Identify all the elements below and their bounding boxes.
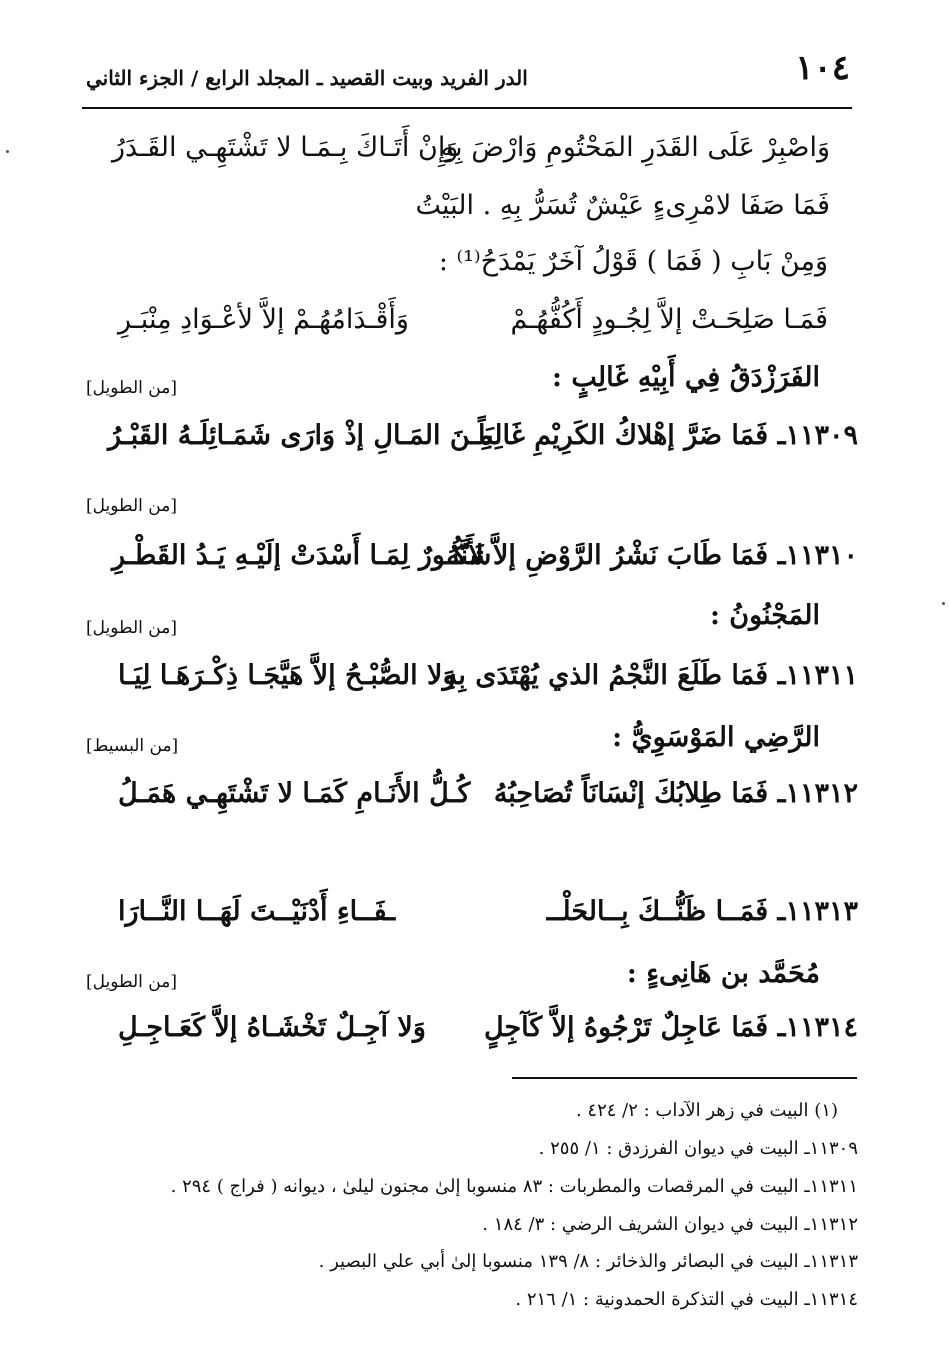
meter-label: [من البسيط] [86,736,179,756]
verse-right-hemistich: فَمَـا صَلِحَـتْ إلاَّ لِجُـودٍ أَكُفُّهُـمْ [510,304,828,335]
verse-left-hemistich: شَكُـورٌ لِمَـا أَسْدَتْ إلَيْـهِ يَـدُ القَطْـرِ [112,540,492,571]
footnote: ١١٣١١ـ البيت في المرقصات والمطربات : ٨٣ منسوبا إلىٰ مجنون ليلىٰ ، ديوانه ( فراج ) ٢٩٤ . [170,1176,858,1197]
verse-left-hemistich: وَأَقْـدَامُهُـمْ إلاَّ لأعْـوَادِ مِنْبَـرِ [118,304,409,335]
prose-line: فَمَا صَفَا لامْرِىءٍ عَيْشٌ تُسَرُّ بِهِ . البَيْتُ [415,190,830,221]
verse-left-hemistich: مِـنَ المَـالِ إذْ وَارَى شَمَـائِلَـهُ القَبْـرُ [108,420,493,451]
verse-right-hemistich: ١١٣١٢ـ فَمَا طِلابُكَ إنْسَانَاً تُصَاحِبُهُ [493,778,858,809]
footnote: ١١٣١٢ـ البيت في ديوان الشريف الرضي : ٣/ ١٨٤ . [482,1214,858,1235]
verse-right-hemistich: ١١٣١١ـ فَمَا طَلَعَ النَّجْمُ الذي يُهْتَدَى بِهِ [443,660,858,691]
meter-label: [من الطويل] [86,618,177,638]
poet-attribution: الرَّضِي المَوْسَوِيُّ : [612,722,820,753]
verse-left-hemistich: كُـلُّ الأَنَـامِ كَمَـا لا تَشْتَهِـي هَمَـلُ [118,778,471,809]
running-title: الدر الفريد وبيت القصيد ـ المجلد الرابع / الجزء الثاني [86,66,528,90]
meter-label: [من الطويل] [86,496,177,516]
footnote: ١١٣٠٩ـ البيت في ديوان الفرزدق : ١/ ٢٥٥ . [538,1138,858,1159]
footnote-divider [512,1077,857,1079]
page-number: ١٠٤ [795,48,850,88]
verse-left-hemistich: وَلا آجِـلٌ تَخْشَـاهُ إلاَّ كَعَـاجِـلِ [118,1012,426,1043]
verse-left-hemistich: ـفَــاءِ أَدْنَيْــتَ لَهَــا النَّــارَا [118,896,396,927]
verse-right-hemistich: وَاصْبِرْ عَلَى القَدَرِ المَحْتُومِ وَارْضَ بِهِ [440,132,830,163]
scan-speck [6,150,9,153]
meter-label: [من الطويل] [86,378,177,398]
poet-attribution: مُحَمَّد بن هَانِىءٍ : [626,958,820,989]
footnote: ١١٣١٣ـ البيت في البصائر والذخائر : ٨/ ١٣٩ منسوبا إلىٰ أبي علي البصير . [318,1251,858,1272]
verse-right-hemistich: ١١٣٠٩ـ فَمَا ضَرَّ إهْلاكُ الكَرِيْمِ غَالِبَاً [477,420,858,451]
footnote: ١١٣١٤ـ البيت في التذكرة الحمدونية : ١/ ٢١٦ . [515,1289,858,1310]
verse-left-hemistich: وَلا الصُّبْـحُ إلاَّ هَيَّجَـا ذِكْـرَهَـا لِيَـا [118,660,456,691]
poet-attribution: المَجْنُونُ : [709,600,820,631]
prose-line: وَمِنْ بَابِ ( فَمَا ) قَوْلُ آخَرٌ يَمْدَحُ⁽¹⁾ : [438,246,828,277]
meter-label: [من الطويل] [86,972,177,992]
verse-right-hemistich: ١١٣١٤ـ فَمَا عَاجِلٌ تَرْجُوهُ إلاَّ كَآجِلٍ [484,1012,858,1043]
header-divider [82,107,852,109]
poet-attribution: الفَرَزْدَقُ فِي أَبِيْهِ غَالِبٍ : [552,362,820,393]
verse-right-hemistich: ١١٣١٣ـ فَمَــا ظَنُّــكَ بِــالحَلْــ [546,896,858,927]
footnote: (١) البيت في زهر الآداب : ٢/ ٤٢٤ . [575,1100,838,1121]
scan-speck [942,602,945,605]
verse-right-hemistich: ١١٣١٠ـ فَمَا طَابَ نَشْرُ الرَّوْضِ إلاَّ لأَنَّهُ [446,540,858,571]
verse-left-hemistich: وَإِنْ أَتَـاكَ بِـمَـا لا تَشْتَهِـي القَـدَرُ [112,132,459,163]
